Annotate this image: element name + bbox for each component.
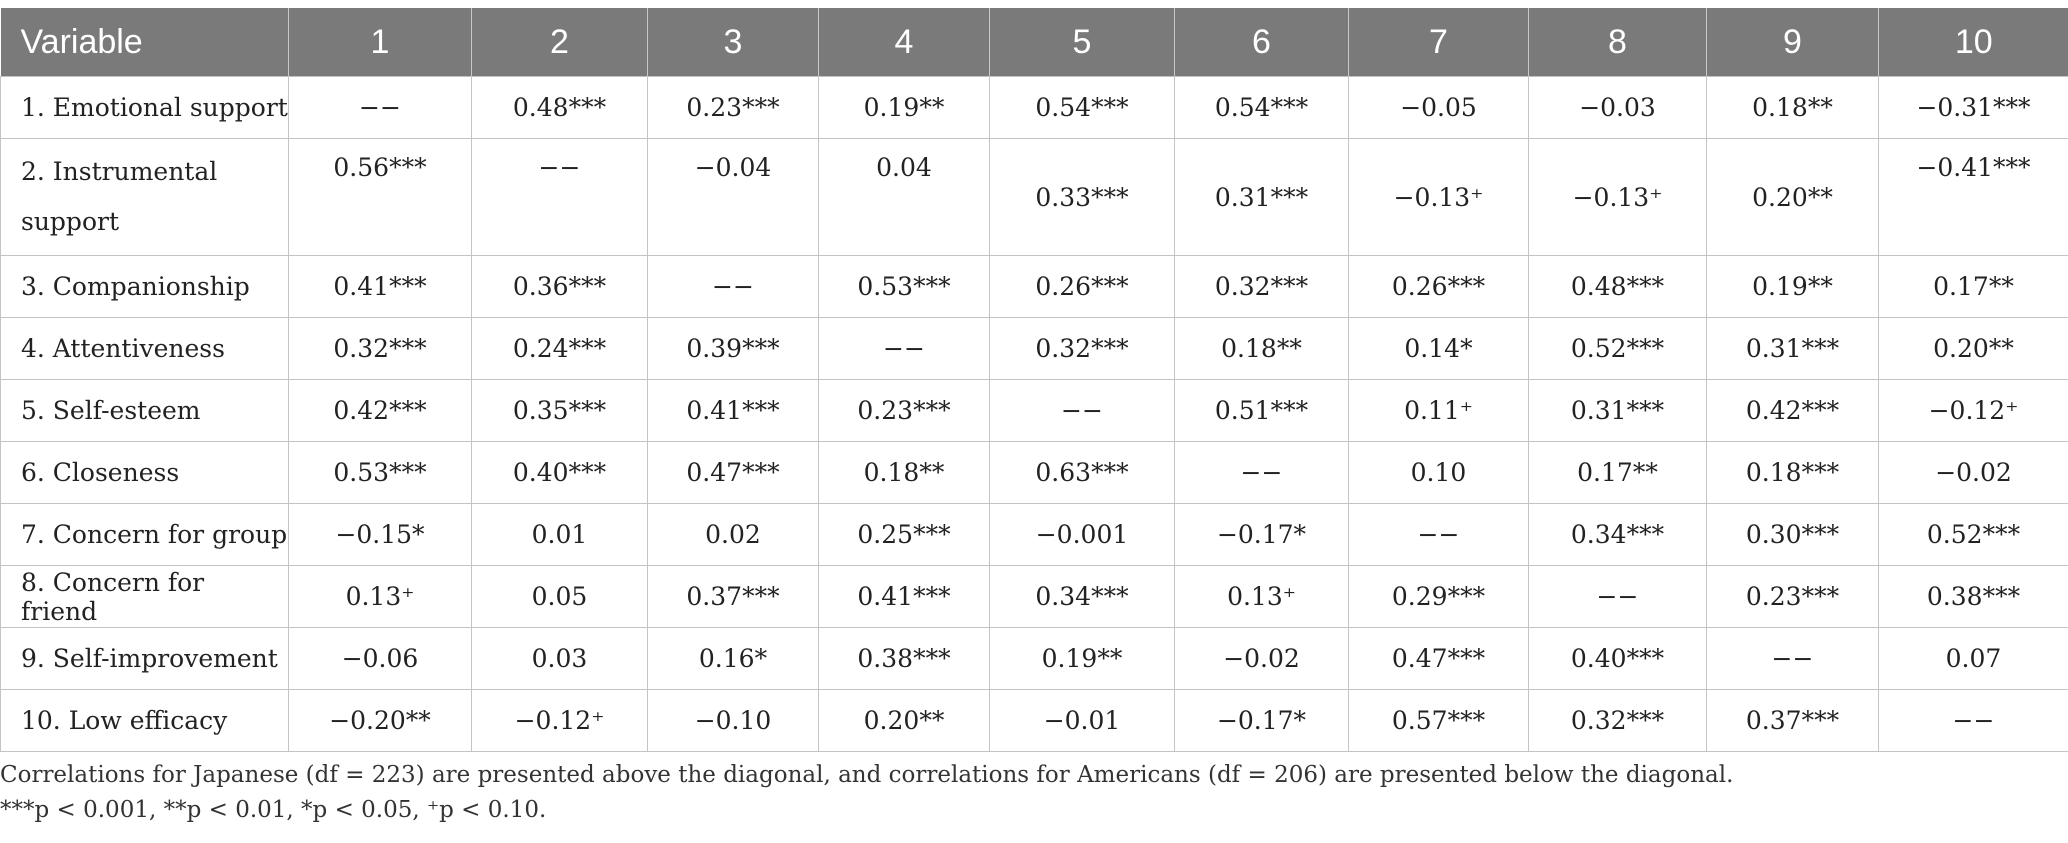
correlation-cell: 0.14* <box>1349 318 1529 380</box>
row-label: 2. Instrumental support <box>1 139 289 256</box>
correlation-cell: 0.57*** <box>1349 690 1529 752</box>
table-row <box>1 256 2068 318</box>
correlation-cell: 0.56*** <box>289 139 472 256</box>
correlation-cell: −0.01 <box>990 690 1175 752</box>
correlation-cell: 0.25*** <box>819 504 990 566</box>
correlation-cell: 0.31*** <box>1707 318 1879 380</box>
column-header-8: 8 <box>1529 8 1707 77</box>
correlation-cell: 0.38*** <box>1879 566 2068 628</box>
correlation-cell: 0.42*** <box>1707 380 1879 442</box>
correlation-cell: 0.23*** <box>1707 566 1879 628</box>
correlation-cell: 0.32*** <box>1175 256 1349 318</box>
correlation-cell: 0.39*** <box>648 318 819 380</box>
correlation-cell: 0.17** <box>1529 442 1707 504</box>
table-row <box>1 139 2068 256</box>
correlation-cell: 0.18** <box>1707 77 1879 139</box>
correlation-cell: −0.17* <box>1175 690 1349 752</box>
correlation-cell: 0.41*** <box>289 256 472 318</box>
correlation-cell: 0.53*** <box>289 442 472 504</box>
table-row <box>1 318 2068 380</box>
correlation-cell: 0.32*** <box>990 318 1175 380</box>
diagonal-cell: −− <box>1707 628 1879 690</box>
correlation-cell: −0.03 <box>1529 77 1707 139</box>
correlation-cell: 0.20** <box>819 690 990 752</box>
correlation-cell: 0.51*** <box>1175 380 1349 442</box>
correlation-cell: 0.20** <box>1879 318 2068 380</box>
correlation-cell: 0.54*** <box>1175 77 1349 139</box>
table-note-significance: ***p < 0.001, **p < 0.01, *p < 0.05, ⁺p < 0.10. <box>0 797 547 823</box>
diagonal-cell: −− <box>990 380 1175 442</box>
correlation-cell: 0.18** <box>819 442 990 504</box>
correlation-cell: −0.13⁺ <box>1349 139 1529 256</box>
row-label: 4. Attentiveness <box>1 318 289 380</box>
correlation-cell: 0.26*** <box>1349 256 1529 318</box>
correlation-cell: 0.41*** <box>819 566 990 628</box>
header-row <box>1 8 2068 77</box>
correlation-cell: 0.16* <box>648 628 819 690</box>
correlation-cell: 0.32*** <box>1529 690 1707 752</box>
correlation-cell: −0.17* <box>1175 504 1349 566</box>
column-header-6: 6 <box>1175 8 1349 77</box>
correlation-cell: −0.001 <box>990 504 1175 566</box>
correlation-cell: 0.34*** <box>1529 504 1707 566</box>
correlation-cell: −0.04 <box>648 139 819 256</box>
correlation-cell: 0.30*** <box>1707 504 1879 566</box>
column-header-7: 7 <box>1349 8 1529 77</box>
correlation-cell: 0.17** <box>1879 256 2068 318</box>
table-row <box>1 690 2068 752</box>
correlation-cell: 0.19** <box>990 628 1175 690</box>
correlation-cell: 0.52*** <box>1879 504 2068 566</box>
correlation-cell: 0.32*** <box>289 318 472 380</box>
diagonal-cell: −− <box>1879 690 2068 752</box>
correlation-cell: 0.20** <box>1707 139 1879 256</box>
correlation-cell: 0.18*** <box>1707 442 1879 504</box>
correlation-cell: 0.40*** <box>1529 628 1707 690</box>
correlation-cell: 0.02 <box>648 504 819 566</box>
diagonal-cell: −− <box>648 256 819 318</box>
correlation-cell: 0.35*** <box>472 380 648 442</box>
correlation-cell: 0.10 <box>1349 442 1529 504</box>
correlation-cell: −0.10 <box>648 690 819 752</box>
correlation-cell: 0.11⁺ <box>1349 380 1529 442</box>
row-label: 6. Closeness <box>1 442 289 504</box>
row-label: 3. Companionship <box>1 256 289 318</box>
row-label: 10. Low efficacy <box>1 690 289 752</box>
correlation-cell: 0.47*** <box>1349 628 1529 690</box>
correlation-cell: 0.42*** <box>289 380 472 442</box>
diagonal-cell: −− <box>1349 504 1529 566</box>
correlation-cell: 0.37*** <box>1707 690 1879 752</box>
correlation-cell: 0.04 <box>819 139 990 256</box>
correlation-cell: 0.36*** <box>472 256 648 318</box>
row-label: 1. Emotional support <box>1 77 289 139</box>
correlation-cell: 0.33*** <box>990 139 1175 256</box>
column-header-2: 2 <box>472 8 648 77</box>
diagonal-cell: −− <box>1175 442 1349 504</box>
correlation-cell: 0.19** <box>1707 256 1879 318</box>
correlation-cell: 0.52*** <box>1529 318 1707 380</box>
table-body <box>1 77 2068 752</box>
table-row <box>1 628 2068 690</box>
correlation-cell: −0.06 <box>289 628 472 690</box>
correlation-cell: −0.13⁺ <box>1529 139 1707 256</box>
diagonal-cell: −− <box>1529 566 1707 628</box>
column-header-10: 10 <box>1879 8 2068 77</box>
row-label: 8. Concern for friend <box>1 566 289 628</box>
correlation-cell: 0.31*** <box>1529 380 1707 442</box>
correlation-cell: 0.01 <box>472 504 648 566</box>
table-row <box>1 380 2068 442</box>
correlation-cell: 0.63*** <box>990 442 1175 504</box>
correlation-cell: 0.29*** <box>1349 566 1529 628</box>
diagonal-cell: −− <box>289 77 472 139</box>
correlation-table <box>0 8 2068 752</box>
correlation-cell: 0.48*** <box>1529 256 1707 318</box>
correlation-cell: −0.12⁺ <box>472 690 648 752</box>
correlation-cell: −0.15* <box>289 504 472 566</box>
correlation-cell: 0.47*** <box>648 442 819 504</box>
correlation-cell: 0.41*** <box>648 380 819 442</box>
table-row <box>1 77 2068 139</box>
correlation-cell: −0.05 <box>1349 77 1529 139</box>
correlation-cell: 0.38*** <box>819 628 990 690</box>
table-note-diagonal: Correlations for Japanese (df = 223) are presented above the diagonal, and correlations for Americans (df = 206) are presented below the diagonal. <box>0 762 1734 788</box>
row-label: 7. Concern for group <box>1 504 289 566</box>
column-header-1: 1 <box>289 8 472 77</box>
correlation-cell: 0.05 <box>472 566 648 628</box>
correlation-cell: −0.31*** <box>1879 77 2068 139</box>
correlation-cell: 0.26*** <box>990 256 1175 318</box>
column-header-3: 3 <box>648 8 819 77</box>
correlation-cell: 0.24*** <box>472 318 648 380</box>
correlation-cell: 0.54*** <box>990 77 1175 139</box>
column-header-5: 5 <box>990 8 1175 77</box>
correlation-cell: 0.07 <box>1879 628 2068 690</box>
column-header-4: 4 <box>819 8 990 77</box>
correlation-cell: 0.23*** <box>819 380 990 442</box>
correlation-cell: −0.02 <box>1175 628 1349 690</box>
correlation-cell: 0.13⁺ <box>289 566 472 628</box>
table-row <box>1 566 2068 628</box>
correlation-cell: 0.23*** <box>648 77 819 139</box>
row-label: 5. Self-esteem <box>1 380 289 442</box>
correlation-table-container <box>0 8 2068 752</box>
correlation-cell: 0.03 <box>472 628 648 690</box>
correlation-cell: −0.02 <box>1879 442 2068 504</box>
correlation-cell: −0.20** <box>289 690 472 752</box>
correlation-cell: 0.37*** <box>648 566 819 628</box>
correlation-cell: 0.40*** <box>472 442 648 504</box>
diagonal-cell: −− <box>472 139 648 256</box>
correlation-cell: 0.13⁺ <box>1175 566 1349 628</box>
correlation-cell: 0.19** <box>819 77 990 139</box>
row-label: 9. Self-improvement <box>1 628 289 690</box>
correlation-cell: 0.48*** <box>472 77 648 139</box>
correlation-cell: −0.41*** <box>1879 139 2068 256</box>
correlation-cell: −0.12⁺ <box>1879 380 2068 442</box>
column-header-variable: Variable <box>1 8 289 77</box>
correlation-cell: 0.53*** <box>819 256 990 318</box>
diagonal-cell: −− <box>819 318 990 380</box>
column-header-9: 9 <box>1707 8 1879 77</box>
correlation-cell: 0.34*** <box>990 566 1175 628</box>
table-row <box>1 442 2068 504</box>
table-row <box>1 504 2068 566</box>
correlation-cell: 0.31*** <box>1175 139 1349 256</box>
correlation-cell: 0.18** <box>1175 318 1349 380</box>
